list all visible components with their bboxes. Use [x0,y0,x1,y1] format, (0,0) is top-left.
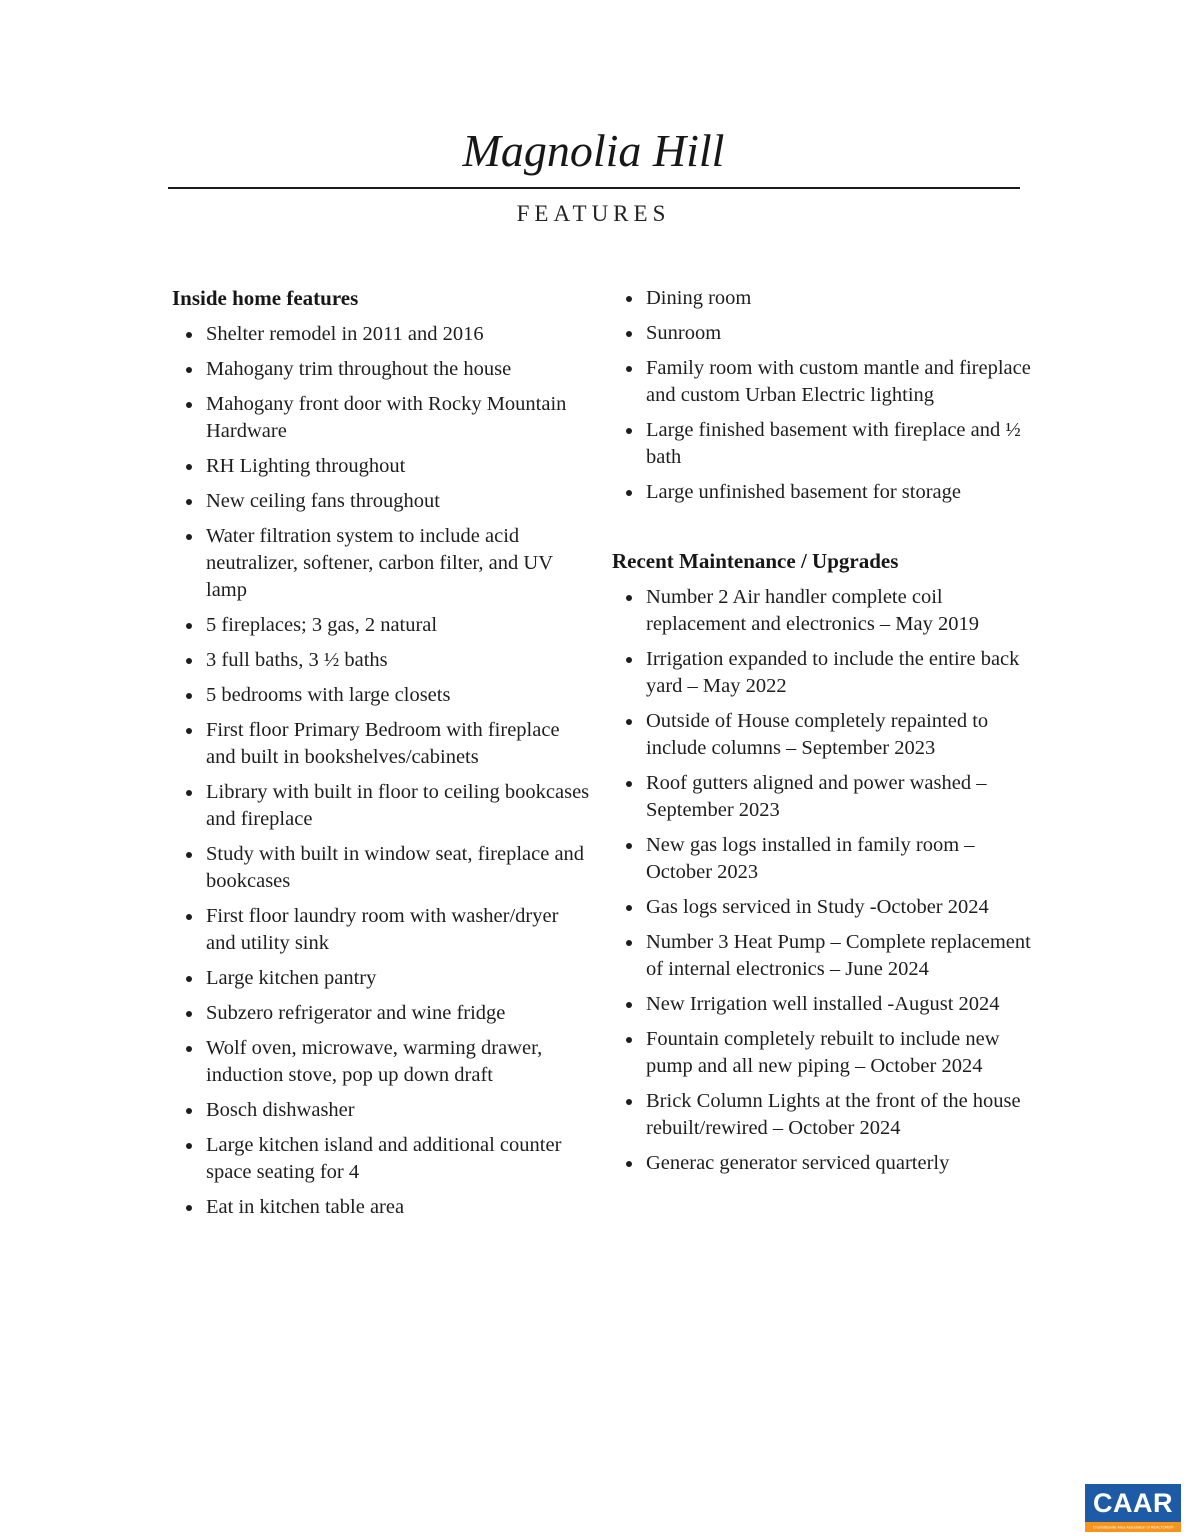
list-item: • Library with built in floor to ceiling bookcases and fireplace [204,779,592,833]
title-divider [168,187,1020,189]
caar-logo-tagline-bar [1085,1522,1181,1532]
list-item: • Eat in kitchen table area [204,1194,592,1221]
list-item: • Bosch dishwasher [204,1097,592,1124]
list-item: • Fountain completely rebuilt to include new pump and all new piping – October 2024 [644,1026,1032,1080]
list-item: • Generac generator serviced quarterly [644,1150,1032,1177]
list-item: • New Irrigation well installed -August 2024 [644,991,1032,1018]
section-heading-maintenance: Recent Maintenance / Upgrades [612,549,899,573]
list-item: • Gas logs serviced in Study -October 2024 [644,894,1032,921]
list-item: • Subzero refrigerator and wine fridge [204,1000,592,1027]
list-item: • Large kitchen pantry [204,965,592,992]
list-item: • 3 full baths, 3 ½ baths [204,647,592,674]
list-item: • Irrigation expanded to include the entire back yard – May 2022 [644,646,1032,700]
inside-features-list-continued [612,285,1032,506]
list-item: • Brick Column Lights at the front of the house rebuilt/rewired – October 2024 [644,1088,1032,1142]
caar-logo [1085,1484,1181,1532]
list-item: • Mahogany trim throughout the house [204,356,592,383]
list-item: • Sunroom [644,320,1032,347]
list-item: • First floor laundry room with washer/dryer and utility sink [204,903,592,957]
list-item: • Shelter remodel in 2011 and 2016 [204,321,592,348]
list-item: • Wolf oven, microwave, warming drawer, induction stove, pop up down draft [204,1035,592,1089]
list-item: • Number 2 Air handler complete coil replacement and electronics – May 2019 [644,584,1032,638]
list-item: • Large kitchen island and additional counter space seating for 4 [204,1132,592,1186]
list-item: • Outside of House completely repainted to include columns – September 2023 [644,708,1032,762]
list-item: • Roof gutters aligned and power washed – September 2023 [644,770,1032,824]
page-title: Magnolia Hill [462,125,725,176]
list-item: • Dining room [644,285,1032,312]
list-item: • Study with built in window seat, fireplace and bookcases [204,841,592,895]
list-item: • Mahogany front door with Rocky Mountain Hardware [204,391,592,445]
section-heading-inside-features: Inside home features [172,286,359,310]
list-item: • 5 fireplaces; 3 gas, 2 natural [204,612,592,639]
list-item: • Water filtration system to include acid neutralizer, softener, carbon filter, and UV lamp [204,523,592,604]
list-item: • RH Lighting throughout [204,453,592,480]
content-columns [172,285,1032,1229]
right-column [612,285,1032,1229]
list-item: • Family room with custom mantle and fireplace and custom Urban Electric lighting [644,355,1032,409]
list-item: • New ceiling fans throughout [204,488,592,515]
list-item: • Large finished basement with fireplace and ½ bath [644,417,1032,471]
caar-logo-tagline: Charlottesville Area Association of REALTORS® [1092,1524,1174,1529]
list-item: • 5 bedrooms with large closets [204,682,592,709]
list-item: • New gas logs installed in family room – October 2023 [644,832,1032,886]
caar-logo-wordmark: CAAR [1085,1484,1181,1522]
left-column [172,285,592,1229]
list-item: • First floor Primary Bedroom with fireplace and built in bookshelves/cabinets [204,717,592,771]
maintenance-list [612,584,1032,1177]
list-item: • Large unfinished basement for storage [644,479,1032,506]
inside-features-list [172,321,592,1221]
page-subtitle: FEATURES [516,201,671,226]
list-item: • Number 3 Heat Pump – Complete replacement of internal electronics – June 2024 [644,929,1032,983]
